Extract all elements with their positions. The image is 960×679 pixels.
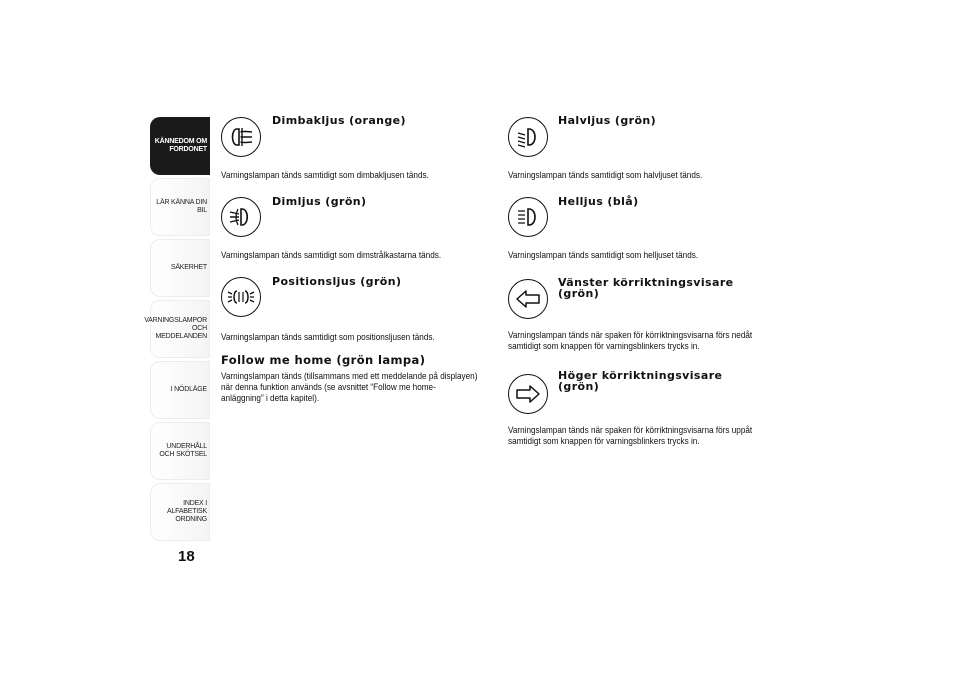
heading-hoger-line2: (grön) xyxy=(558,380,600,393)
text-follow-me-home: Varningslampan tänds (tillsammans med ett meddelande på displayen) när denna funktion används (se avsnittet “Follow me home- anläggning” i detta kapitel). xyxy=(221,371,478,404)
rear-fog-light-icon xyxy=(221,117,261,157)
heading-helljus: Helljus (blå) xyxy=(558,195,639,208)
page-number: 18 xyxy=(178,548,195,565)
text-dimljus: Varningslampan tänds samtidigt som dimstrålkastarna tänds. xyxy=(221,250,442,261)
heading-hoger-line1: Höger körriktningsvisare xyxy=(558,369,723,382)
heading-positionsljus: Positionsljus (grön) xyxy=(272,275,402,288)
tab-kannedom-om-fordonet[interactable]: KÄNNEDOM OM FORDONET xyxy=(150,117,210,175)
high-beam-icon xyxy=(508,197,548,237)
tab-index[interactable]: INDEX I ALFABETISK ORDNING xyxy=(150,483,210,541)
heading-dimljus: Dimljus (grön) xyxy=(272,195,367,208)
heading-dimbakljus: Dimbakljus (orange) xyxy=(272,114,406,127)
heading-follow-me-home: Follow me home (grön lampa) xyxy=(221,353,426,367)
text-vanster-korriktningsvisare: Varningslampan tänds när spaken för körriktningsvisarna förs nedåt samtidigt som knappen för varningsblinkers trycks in. xyxy=(508,330,753,352)
left-arrow-icon xyxy=(508,279,548,319)
text-dimbakljus: Varningslampan tänds samtidigt som dimbakljusen tänds. xyxy=(221,170,429,181)
text-hoger-korriktningsvisare: Varningslampan tänds när spaken för körriktningsvisarna förs uppåt samtidigt som knappen för varningsblinkers trycks in. xyxy=(508,425,753,447)
text-helljus: Varningslampan tänds samtidigt som helljuset tänds. xyxy=(508,250,699,261)
right-arrow-icon xyxy=(508,374,548,414)
heading-vanster-line1: Vänster körriktningsvisare xyxy=(558,276,734,289)
text-positionsljus: Varningslampan tänds samtidigt som positionsljusen tänds. xyxy=(221,332,435,343)
heading-vanster-line2: (grön) xyxy=(558,287,600,300)
heading-vanster-korriktningsvisare xyxy=(558,277,734,299)
text-halvljus: Varningslampan tänds samtidigt som halvljuset tänds. xyxy=(508,170,703,181)
tab-lar-kanna-din-bil[interactable]: LÄR KÄNNA DIN BIL xyxy=(150,178,210,236)
heading-hoger-korriktningsvisare xyxy=(558,370,722,392)
front-fog-light-icon xyxy=(221,197,261,237)
position-light-icon xyxy=(221,277,261,317)
heading-halvljus: Halvljus (grön) xyxy=(558,114,657,127)
low-beam-icon xyxy=(508,117,548,157)
tab-i-nodlage[interactable]: I NÖDLÄGE xyxy=(150,361,210,419)
tab-sakerhet[interactable]: SÄKERHET xyxy=(150,239,210,297)
tab-varningslampor[interactable]: VARNINGSLAMPOR OCH MEDDELANDEN xyxy=(150,300,210,358)
tab-underhall-och-skotsel[interactable]: UNDERHÅLL OCH SKÖTSEL xyxy=(150,422,210,480)
